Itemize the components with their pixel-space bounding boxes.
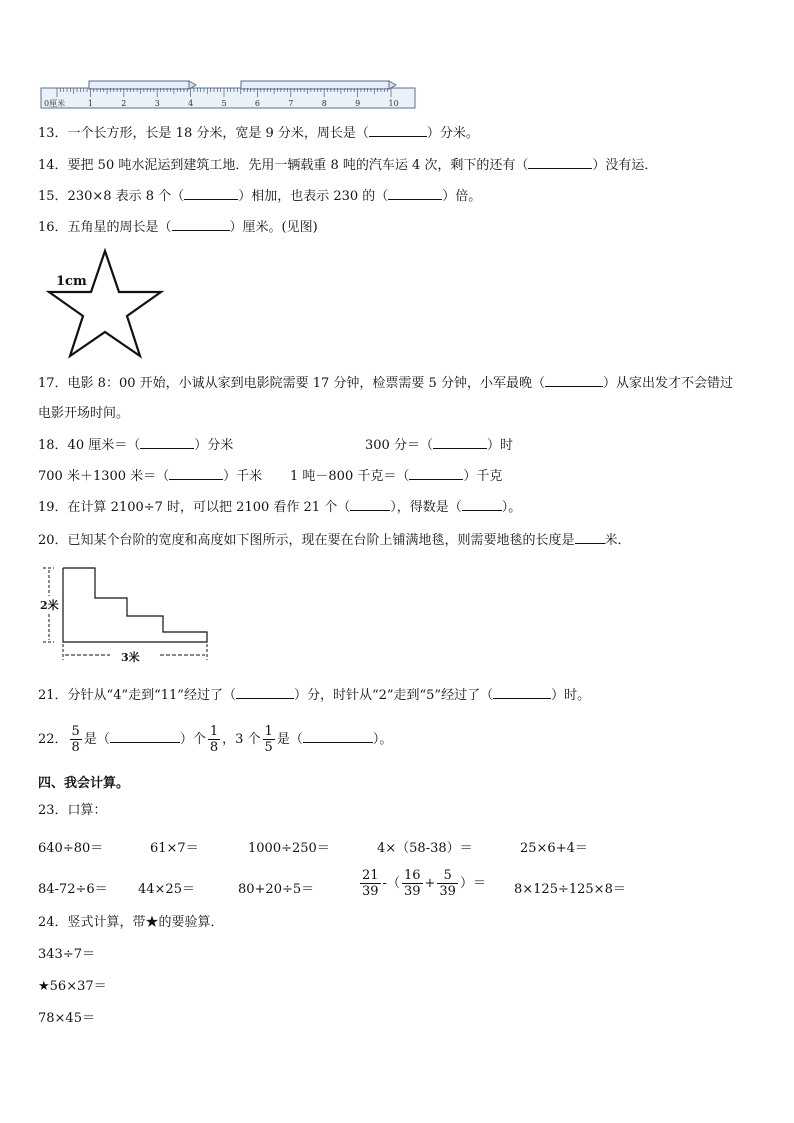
q22-fraction-1 — [70, 724, 82, 755]
q16-text-a: 16．五角星的周长是（ — [38, 220, 172, 235]
q15-text-c: ）倍。 — [442, 189, 482, 204]
q17-text-a: 17．电影 8：00 开始，小诚从家到电影院需要 17 分钟，检票需要 5 分钟，小军最晚（ — [38, 376, 545, 391]
q15-answer-blank-1[interactable] — [184, 187, 238, 200]
q23-title: 23．口算： — [38, 803, 107, 818]
q19-answer-blank-2[interactable] — [462, 498, 502, 511]
q23-op-end: ）＝ — [459, 876, 486, 891]
q18-blank-b[interactable] — [433, 436, 487, 449]
question-18-row1 — [38, 436, 233, 455]
q17-text-c: 电影开场时间。 — [38, 406, 130, 421]
q16-text-b: ）厘米。(见图) — [229, 220, 318, 235]
q18-b2: ）时 — [486, 438, 513, 453]
q17-answer-blank[interactable] — [545, 374, 603, 387]
q18-a2: ）分米 — [194, 438, 234, 453]
q18-a1: 18．40 厘米＝（ — [38, 438, 141, 453]
question-21 — [38, 686, 590, 705]
q23-item-1: 640÷80＝ — [38, 841, 104, 856]
question-17-cont — [38, 405, 129, 423]
q23-frac-a-numerator: 21 — [362, 868, 379, 883]
q20-text-b: 米． — [604, 533, 631, 548]
ruler-tick-label: 10 — [388, 99, 399, 108]
ruler-tick-label: 1 — [87, 99, 93, 108]
q23-frac-c-numerator: 5 — [437, 868, 458, 884]
staircase-figure — [40, 562, 220, 670]
q21-text-a: 21．分针从“4”走到“11”经过了（ — [38, 688, 236, 703]
q21-text-b: ）分，时针从“2”走到“5”经过了（ — [293, 688, 494, 703]
q20-answer-blank[interactable] — [575, 531, 605, 544]
q22-fraction-2 — [208, 724, 220, 755]
q23-item-8: 80+20÷5＝ — [238, 882, 315, 897]
q13-text-a: 13．一个长方形，长是 18 分米，宽是 9 分米，周长是（ — [38, 126, 369, 141]
ruler-figure — [40, 78, 420, 112]
q15-text-b: ）相加，也表示 230 的（ — [238, 189, 389, 204]
q16-answer-blank[interactable] — [172, 218, 230, 231]
ruler-unit-label: 0厘米 — [44, 99, 66, 108]
question-17 — [38, 374, 733, 393]
question-18-row2 — [38, 467, 262, 486]
q23-item-3: 1000÷250＝ — [248, 841, 330, 856]
q22-text-c: ，3 个 — [222, 732, 261, 747]
q21-answer-blank-2[interactable] — [493, 686, 551, 699]
question-18-row2-right — [290, 467, 502, 486]
q14-text-a: 14．要把 50 吨水泥运到建筑工地．先用一辆载重 8 吨的汽车运 4 次，剩下的还有（ — [38, 158, 529, 173]
q21-answer-blank-1[interactable] — [236, 686, 294, 699]
q19-answer-blank-1[interactable] — [350, 498, 390, 511]
q22-text-a: 是（ — [83, 732, 110, 747]
question-13 — [38, 124, 479, 143]
q24-title: 24．竖式计算，带★的要验算． — [38, 915, 224, 930]
ruler-tick-label: 2 — [121, 99, 127, 108]
q22-f3-numerator: 1 — [264, 724, 273, 739]
ruler-tick-label: 3 — [154, 99, 160, 108]
q23-item-4: 4×（58-38）＝ — [377, 841, 473, 856]
q18-d2: ）千克 — [463, 469, 503, 484]
q22-fraction-3 — [263, 724, 275, 755]
ruler-tick-label: 5 — [221, 99, 227, 108]
question-22 — [38, 722, 392, 758]
q24-item-2: ★56×37＝ — [38, 979, 107, 994]
q18-d1: 1 吨－800 千克＝（ — [290, 469, 410, 484]
q22-text-e: ）。 — [372, 732, 393, 747]
question-19 — [38, 498, 521, 517]
q22-text-d: 是（ — [276, 732, 303, 747]
q23-frac-c-denominator: 39 — [439, 884, 456, 899]
q19-text-a: 19．在计算 2100÷7 时，可以把 2100 看作 21 个（ — [38, 500, 351, 515]
q24-item-1: 343÷7＝ — [38, 947, 95, 962]
q22-f1-denominator: 8 — [71, 740, 80, 755]
q18-blank-c[interactable] — [169, 467, 223, 480]
five-point-star — [49, 251, 161, 356]
q23-item-5: 25×6+4＝ — [520, 841, 588, 856]
ruler-tick-label: 8 — [321, 99, 327, 108]
q18-blank-a[interactable] — [140, 436, 194, 449]
width-label: 3米 — [121, 651, 140, 664]
q23-frac-c — [437, 868, 458, 899]
q23-fraction-expression — [358, 866, 486, 902]
q23-item-6: 84-72÷6＝ — [38, 882, 108, 897]
section-4-title: 四、我会计算。 — [38, 776, 130, 791]
q23-frac-a — [360, 868, 381, 899]
pencil-right — [241, 81, 389, 89]
staircase-outline — [63, 568, 207, 642]
q22-text-b: ）个 — [179, 732, 206, 747]
pencil-left — [89, 81, 189, 89]
q13-text-b: ）分米。 — [426, 126, 479, 141]
ruler-tick-label: 9 — [355, 99, 361, 108]
q22-f3-denominator: 5 — [264, 740, 273, 755]
q23-op-2: + — [424, 876, 436, 891]
q14-answer-blank[interactable] — [528, 156, 592, 169]
q14-text-b: ）没有运． — [592, 158, 658, 173]
q21-text-c: ）时。 — [551, 688, 591, 703]
ruler-tick-label: 7 — [288, 99, 294, 108]
q18-c1: 700 米＋1300 米＝（ — [38, 469, 170, 484]
question-15 — [38, 187, 481, 206]
star-side-label: 1cm — [56, 274, 87, 289]
height-label: 2米 — [40, 599, 59, 612]
q17-text-b: ）从家出发才不会错过 — [602, 376, 733, 391]
q22-f1-numerator: 5 — [71, 724, 80, 739]
q23-item-9: 8×125÷125×8＝ — [514, 882, 626, 897]
q19-text-b: ），得数是（ — [390, 500, 462, 515]
q20-text-a: 20．已知某个台阶的宽度和高度如下图所示，现在要在台阶上铺满地毯，则需要地毯的长度是 — [38, 533, 575, 548]
q18-c2: ）千米 — [223, 469, 263, 484]
question-16 — [38, 218, 318, 237]
q13-answer-blank[interactable] — [369, 124, 427, 137]
q23-item-7: 44×25＝ — [138, 882, 195, 897]
question-18-row1-right — [365, 436, 513, 455]
question-20 — [38, 531, 631, 550]
q22-answer-blank-2[interactable] — [303, 730, 373, 743]
q18-b1: 300 分＝（ — [365, 438, 433, 453]
q22-f2-denominator: 8 — [209, 740, 219, 755]
q23-frac-b-denominator: 39 — [403, 884, 421, 899]
q22-f2-numerator: 1 — [209, 724, 219, 739]
q22-answer-blank-1[interactable] — [110, 730, 180, 743]
q19-text-c: ）。 — [501, 500, 522, 515]
q18-blank-d[interactable] — [409, 467, 463, 480]
q23-frac-b — [402, 868, 423, 899]
q23-frac-b-numerator: 16 — [403, 868, 421, 883]
q23-frac-a-denominator: 39 — [362, 884, 379, 899]
ruler-tick-label: 6 — [254, 99, 260, 108]
q23-op-1: -（ — [382, 876, 400, 891]
star-figure — [40, 248, 170, 363]
question-14 — [38, 156, 657, 175]
q15-text-a: 15．230×8 表示 8 个（ — [38, 189, 185, 204]
q15-answer-blank-2[interactable] — [388, 187, 442, 200]
ruler-tick-label: 4 — [188, 99, 194, 108]
q24-item-3: 78×45＝ — [38, 1011, 95, 1026]
q23-item-2: 61×7＝ — [150, 841, 199, 856]
q22-prefix: 22． — [38, 732, 68, 747]
